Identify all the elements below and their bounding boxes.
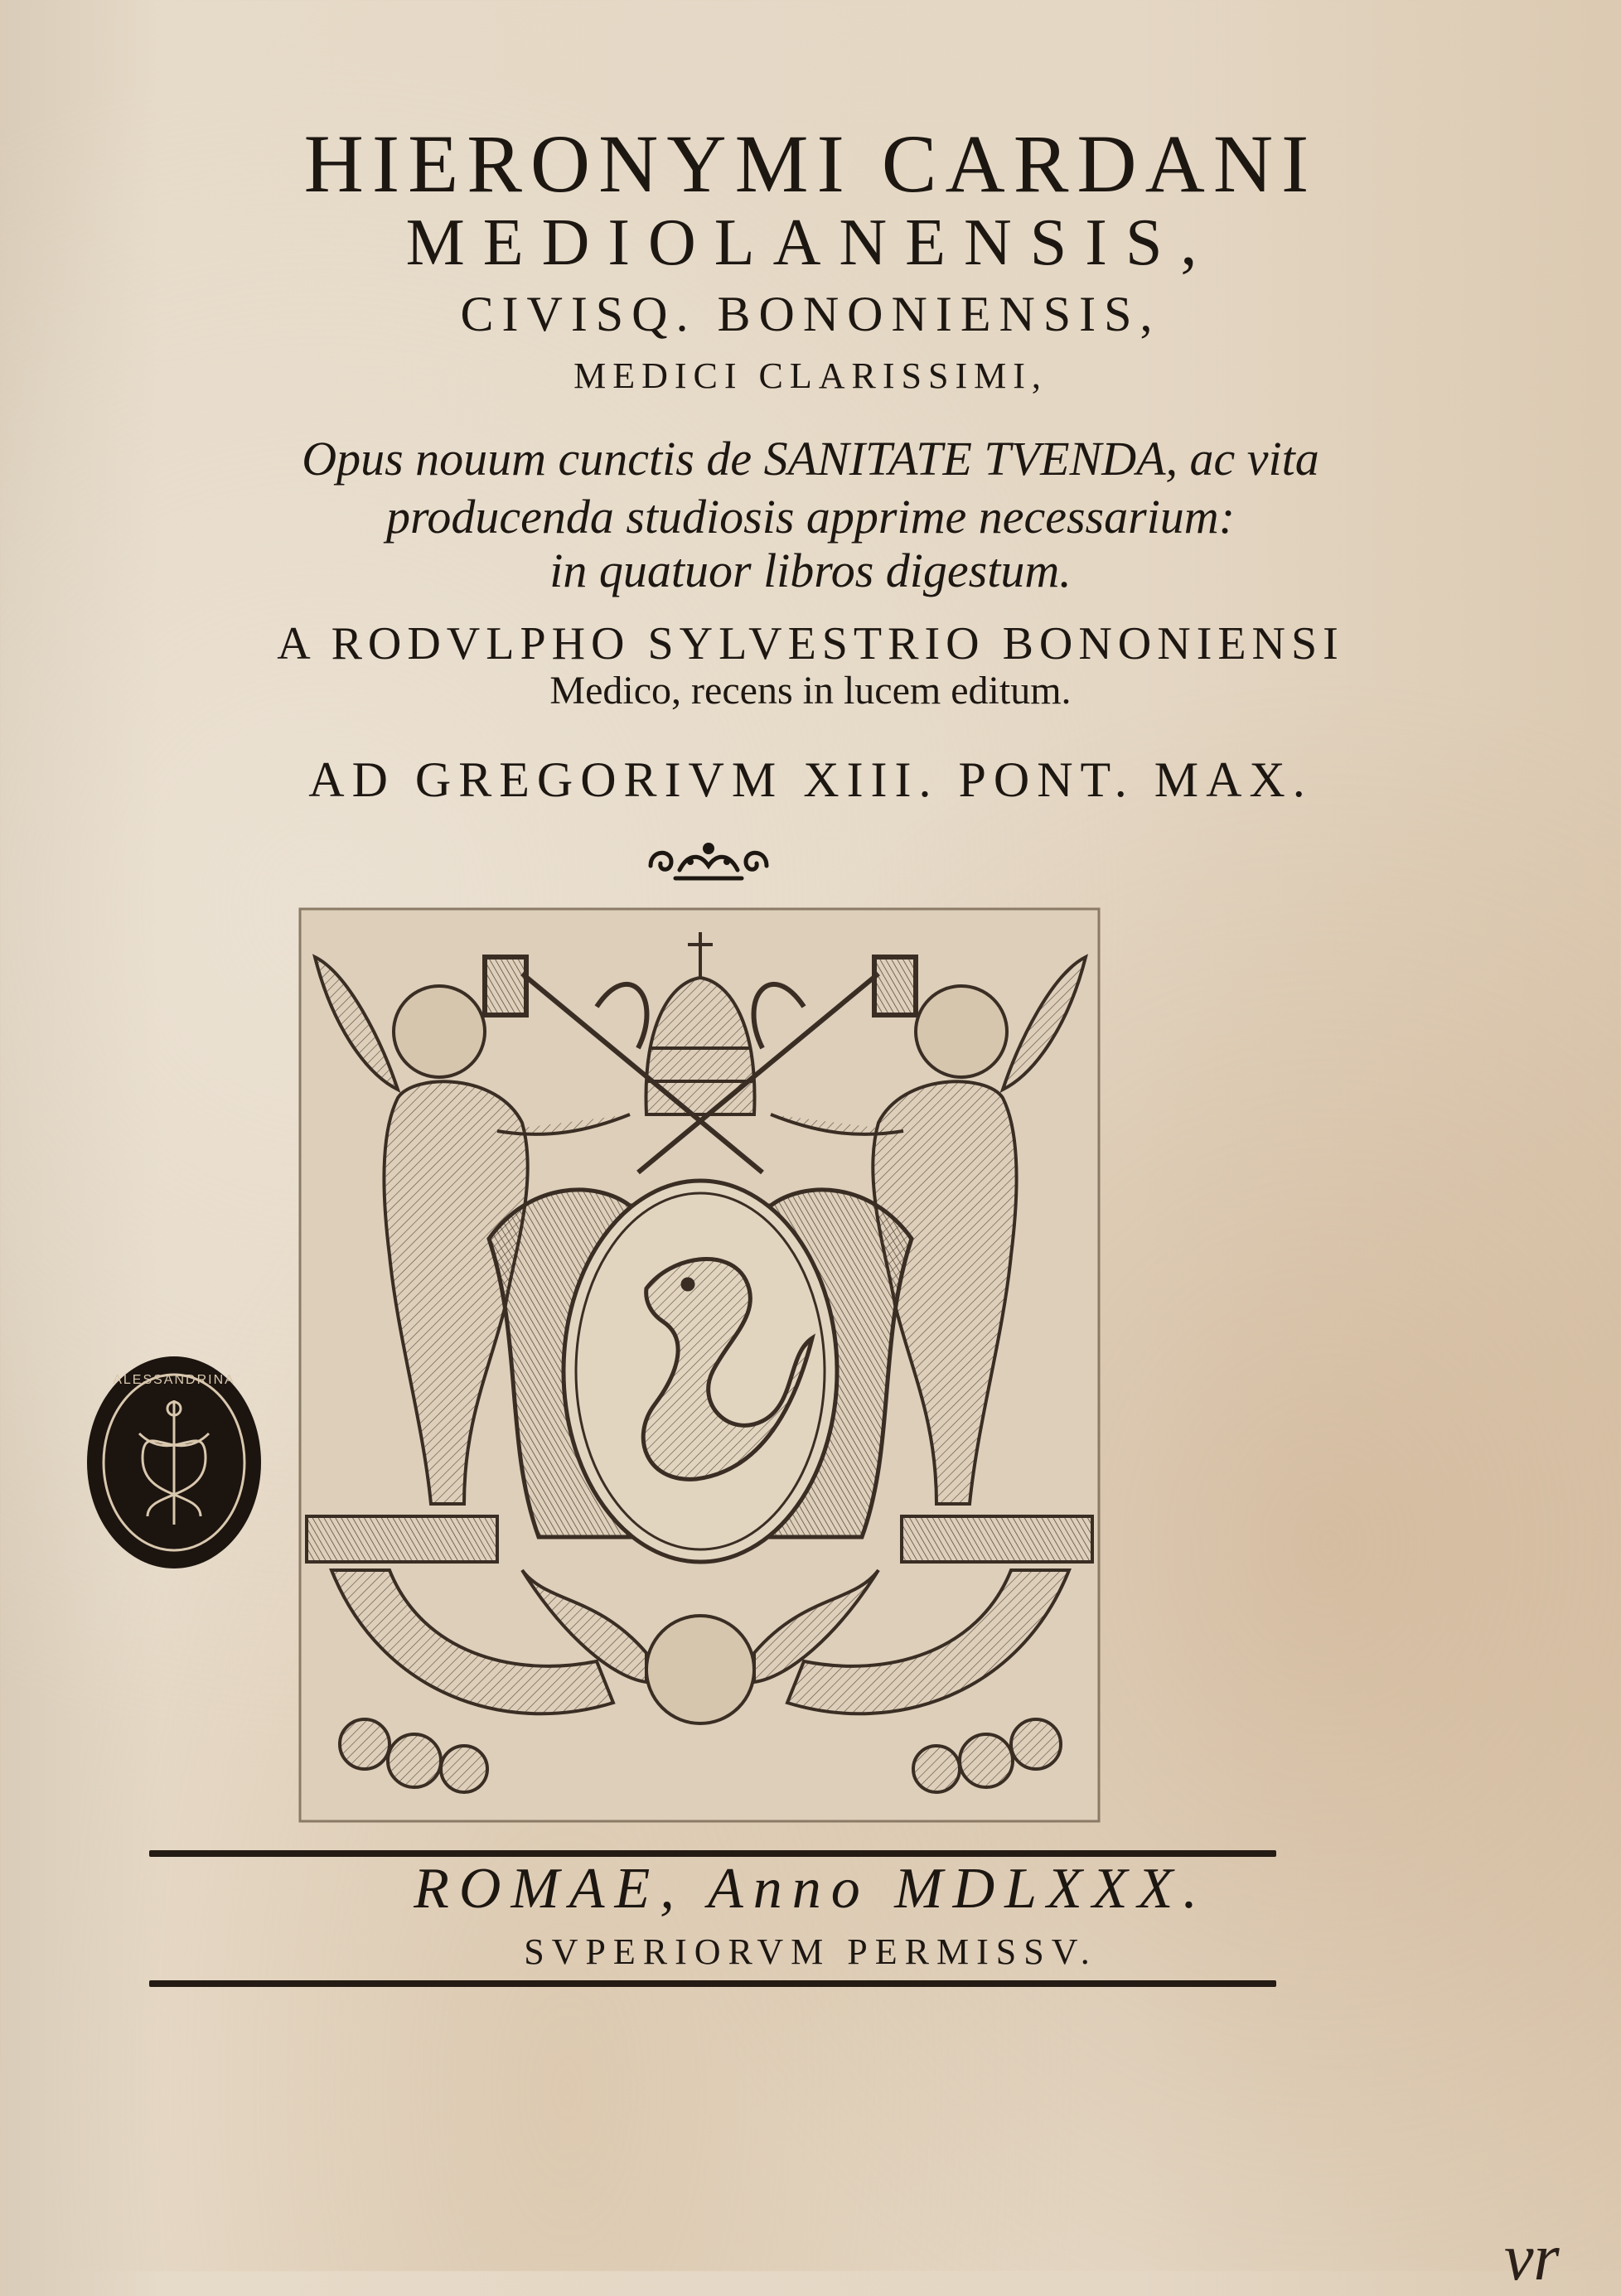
editor-line-2: Medico, recens in lucem editum. (549, 669, 1072, 713)
civis-line: CIVISQ. BONONIENSIS, (460, 287, 1161, 341)
fleuron-ornament-icon (642, 837, 775, 887)
editor-line: A RODVLPHO SYLVESTRIO BONONIENSI (277, 618, 1344, 669)
permission-line: SVPERIORVM PERMISSV. (524, 1931, 1097, 1972)
work-title-line-2: producenda studiosis apprime necessarium: (385, 490, 1236, 544)
medici-line: MEDICI CLARISSIMI, (573, 355, 1048, 396)
dedication-line: AD GREGORIVM XIII. PONT. MAX. (308, 752, 1313, 807)
bottom-rule (149, 1980, 1276, 1987)
handwritten-margin-mark: vr (1504, 2221, 1560, 2294)
library-stamp-inscription: ALESSANDRINA (113, 1373, 235, 1387)
work-title-line-1: Opus nouum cunctis de SANITATE TVENDA, ac vita (302, 432, 1319, 486)
work-title-line-3: in quatuor libros digestum. (549, 544, 1072, 597)
imprint-line: ROMAE, Anno MDLXXX. (414, 1857, 1207, 1921)
library-stamp (81, 1351, 268, 1574)
library-stamp-icon (81, 1351, 268, 1574)
author-line: HIERONYMI CARDANI (303, 118, 1318, 210)
city-line: MEDIOLANENSIS, (405, 206, 1216, 279)
coat-of-arms-engraving (298, 907, 1101, 1823)
heraldic-shield (489, 1181, 912, 1562)
